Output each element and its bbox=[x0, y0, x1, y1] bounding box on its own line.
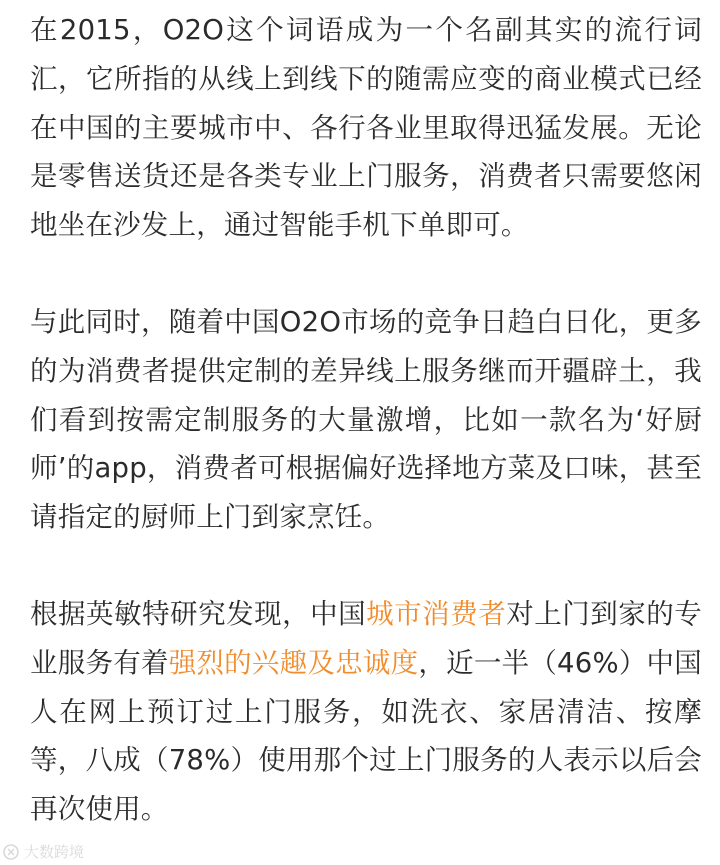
article-body bbox=[30, 6, 702, 834]
paragraph-3-part-2: 对上门到家的专业服务有着 bbox=[30, 597, 702, 679]
watermark-logo-icon bbox=[2, 843, 20, 861]
highlight-interest-loyalty: 强烈的兴趣及忠诚度 bbox=[168, 646, 419, 679]
watermark bbox=[2, 843, 84, 861]
paragraph-3 bbox=[30, 590, 702, 834]
watermark-text: 大数跨境 bbox=[24, 843, 85, 861]
paragraph-3-part-1: 根据英敏特研究发现，中国 bbox=[30, 597, 367, 630]
paragraph-3-part-3: ，近一半（46%）中国人在网上预订过上门服务，如洗衣、家居清洁、按摩等，八成（78%）使用那个过上门服务的人表示以后会再次使用。 bbox=[30, 646, 702, 826]
highlight-urban-consumers: 城市消费者 bbox=[366, 597, 507, 630]
paragraph-2: 与此同时，随着中国O2O市场的竞争日趋白日化，更多的为消费者提供定制的差异线上服务继而开疆辟土，我们看到按需定制服务的大量激增，比如一款名为‘好厨师’的app，消费者可根据偏好选择地方菜及口味，甚至请指定的厨师上门到家烹饪。 bbox=[30, 305, 702, 534]
paragraph-1: 在2015，O2O这个词语成为一个名副其实的流行词汇，它所指的从线上到线下的随需应变的商业模式已经在中国的主要城市中、各行各业里取得迅猛发展。无论是零售送货还是各类专业上门服务，消费者只需要悠闲地坐在沙发上，通过智能手机下单即可。 bbox=[30, 14, 702, 242]
